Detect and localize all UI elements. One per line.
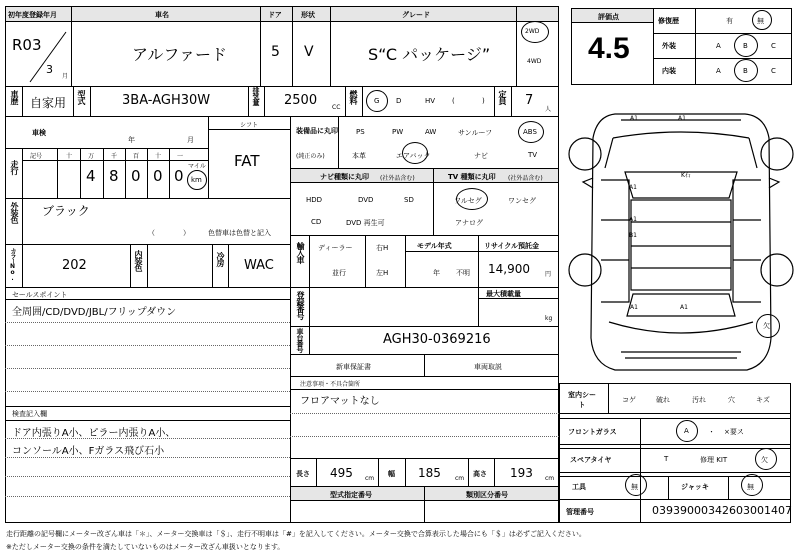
interior-b: B [743,67,748,75]
chassis-label: 車台番号 [296,328,304,352]
fuel-paren-open: ( [452,97,455,105]
navi-dvd-play: DVD 再生可 [346,219,385,227]
tv-sub: (社外品含む) [508,175,543,182]
right-hand: 右H [376,244,389,252]
repair-yes: 有 [726,17,733,25]
footer-line-1: 走行距離の記号欄にメーター改ざん車は「＊」、メーター交換車は「＄」、走行不明車は「#」を記入してください。メーター交換で合算表示した場合にも「＄」は必ずご記入ください。 [6,530,586,538]
recycle-label: リサイクル預託金 [484,242,540,250]
digit-label-ichi: 一 [177,153,184,160]
fuel-paren-close: ) [482,97,485,105]
equipment-sub: (純正のみ) [296,153,325,160]
length-unit: cm [365,475,375,482]
color-label: 外装色 [10,202,19,223]
color-note: 色替車は色替と記入 [208,229,271,237]
import-parallel: 並行 [332,269,346,277]
notes-text: フロアマットなし [300,396,380,407]
fuel-hv: HV [425,97,436,105]
model-label: 型式 [77,90,86,104]
manual-label: 車両取説 [474,363,502,371]
tools-none: 無 [631,483,638,491]
dmg-missing: 欠 [763,322,770,330]
reg-no-label: 登録番号 [296,291,305,319]
mileage-record-label: 記号 [30,153,43,160]
navi-label: ナビ種類に丸印 [320,173,369,181]
car-name: アルファード [132,45,228,64]
drive-4wd: 4WD [527,58,542,65]
grade-value: S“C パッケージ” [368,45,491,64]
left-hand: 左H [376,269,389,277]
dmg-a1-1: A1 [630,115,638,122]
dmg-a1-4: A1 [629,216,637,223]
equip-abs: ABS [523,128,537,136]
jack-label: ジャッキ [681,483,709,491]
inspection-year-unit: 年 [128,136,135,144]
km-label: km [191,176,202,184]
model-year-label: モデル年式 [417,242,452,250]
exterior-a: A [716,42,721,50]
sales-points-label: セールスポイント [12,291,68,299]
month-unit: 月 [62,73,69,80]
interior-label: 内装 [662,67,676,75]
displacement-value: 2500 [284,93,318,108]
interior-color-label: 内装色 [134,250,143,271]
length-label: 長さ [296,470,310,478]
inspection-label: 車検 [32,129,46,137]
navi-sd: SD [404,196,414,204]
tv-analog: アナログ [455,219,483,227]
dmg-a1-5: A1 [630,304,638,311]
mileage-digit-1: 4 [86,167,96,185]
chassis-value: AGH30-0369216 [383,332,491,347]
grade-label: グレード [402,11,430,19]
digit-label-sen: 千 [111,153,118,160]
person-unit: 人 [545,106,552,113]
width-unit: cm [455,475,465,482]
fuel-label: 燃料 [349,90,358,104]
car-name-label: 車名 [155,11,169,19]
ac-value: WAC [244,258,274,273]
spare-t: T [664,455,669,463]
car-diagram [565,108,797,378]
import-dealer: ディーラー [318,244,353,252]
windshield-a: A [684,427,689,435]
equip-ps: PS [356,128,365,136]
color-value: ブラック [42,204,90,218]
spare-tire-label: スペアタイヤ [570,456,612,464]
shift-value: FAT [234,152,260,170]
vehicle-type: 自家用 [30,96,67,110]
model-year-unit: 年 [433,269,440,277]
sales-points-text: 全周囲/CD/DVD/JBL/フリップダウン [12,307,177,318]
inspector-line-1: ドア内張りA小、ピラー内張りA小、 [12,428,176,439]
windshield-label: フロントガラス [568,428,617,436]
mileage-label: 走行 [10,160,19,174]
width-label: 幅 [388,470,395,478]
sheet-hole: 穴 [728,396,735,404]
import-label: 輸入車 [296,242,305,263]
door-label: ドア [268,11,282,19]
navi-hdd: HDD [306,196,323,204]
inspector-line-2: コンソールA小、Fガラス飛び石小 [12,446,165,457]
reg-year-label: 初年度登録年月 [8,11,57,19]
color-no-value: 202 [62,258,87,273]
equip-sunroof: サンルーフ [458,129,493,137]
sheet-tear: 破れ [656,396,670,404]
height-label: 高さ [473,470,487,478]
exterior-c: C [771,42,776,50]
max-load-label: 最大積載量 [486,290,521,298]
mileage-digit-5: 0 [174,167,184,185]
warranty-label: 新車保証書 [336,363,371,371]
interior-c: C [771,67,776,75]
capacity-label: 定員 [498,90,507,104]
yen-unit: 円 [545,271,552,278]
model-year-unknown: 不明 [456,269,470,277]
reg-month: 3 [46,63,53,76]
tools-label: 工具 [572,483,586,491]
mileage-digit-4: 0 [153,167,163,185]
ac-label: 冷房 [216,252,225,266]
jack-none: 無 [747,483,754,491]
era-year: R03 [12,36,42,54]
height-unit: cm [545,475,555,482]
dmg-b1: B1 [629,232,637,239]
digit-label-hyaku: 百 [133,153,140,160]
score-label: 評価点 [598,13,619,21]
interior-a: A [716,67,721,75]
vehicle-type-label: 車歴 [10,90,19,104]
displacement-label: 排気量 [252,87,260,105]
inspector-label: 検査記入欄 [12,410,47,418]
sheet-stain: 汚れ [692,396,706,404]
recycle-value: 14,900 [488,262,530,276]
interior-sheet-label: 室内シート [568,391,596,409]
type-designation-label: 型式指定番号 [330,491,372,499]
doors-value: 5 [271,44,280,60]
model-value: 3BA-AGH30W [122,93,211,108]
fuel-g: G [374,97,380,105]
inspection-month-unit: 月 [187,136,194,144]
length-value: 495 [330,466,353,480]
color-no-label: カラーNo. [9,248,16,281]
score-value: 4.5 [588,32,630,65]
cc-unit: CC [332,104,341,111]
tv-oneseg: ワンセグ [508,197,536,205]
repair-no: 無 [757,17,764,25]
dmg-a1-6: A1 [680,304,688,311]
repair-label: 修復歴 [658,17,679,25]
dmg-a1-3: A1 [629,184,637,191]
tv-label: TV 種類に丸印 [448,173,496,181]
mgmt-value: 03939000342603001407 [652,504,792,517]
footer-line-2: ※ただしメーター交換の条件を満たしていないものはメーター改ざん車扱いとなります。 [6,543,285,551]
shape-value: V [304,44,314,60]
navi-sub: (社外品含む) [380,175,415,182]
dmg-a1-2: A1 [678,115,686,122]
width-value: 185 [418,466,441,480]
shift-label: シフト [240,122,259,129]
equip-aw: AW [425,128,437,136]
height-value: 193 [510,466,533,480]
mgmt-label: 管理番号 [566,508,594,516]
windshield-replace: ×要ス [724,428,744,436]
equip-tv: TV [528,151,538,159]
mileage-digit-3: 0 [131,167,141,185]
digit-label-juu: 十 [155,153,162,160]
capacity-value: 7 [525,93,534,108]
sheet-burn: コゲ [622,396,636,404]
exterior-label: 外装 [662,42,676,50]
shape-label: 形状 [301,11,315,19]
digit-label-man: 万 [88,153,95,160]
navi-dvd: DVD [358,196,374,204]
fuel-d: D [396,97,402,105]
equip-pw: PW [392,128,404,136]
spare-kit: 修理 KIT [700,456,728,464]
mile-label: マイル [188,163,206,170]
equipment-label: 装備品に丸印 [296,127,338,135]
navi-cd: CD [311,218,322,226]
exterior-b: B [743,42,748,50]
tv-fullseg: フルセグ [454,197,482,205]
spare-none: 欠 [761,456,768,464]
equip-leather: 本革 [352,152,366,160]
color-note-paren: （ ） [148,229,190,237]
equip-navi: ナビ [474,152,488,160]
class-designation-label: 類別区分番号 [466,491,508,499]
drive-2wd: 2WD [525,28,540,35]
mileage-digit-2: 8 [109,167,119,185]
equip-airbag: エアバック [396,152,431,160]
digit-label-ten-man: 十 [66,153,73,160]
kg-unit: kg [545,315,553,322]
sheet-scratch: キズ [756,396,770,404]
windshield-dot: ・ [708,428,715,436]
dmg-kt: K石 [681,172,691,179]
notes-label: 注意事項・不具合箇所 [300,381,361,388]
